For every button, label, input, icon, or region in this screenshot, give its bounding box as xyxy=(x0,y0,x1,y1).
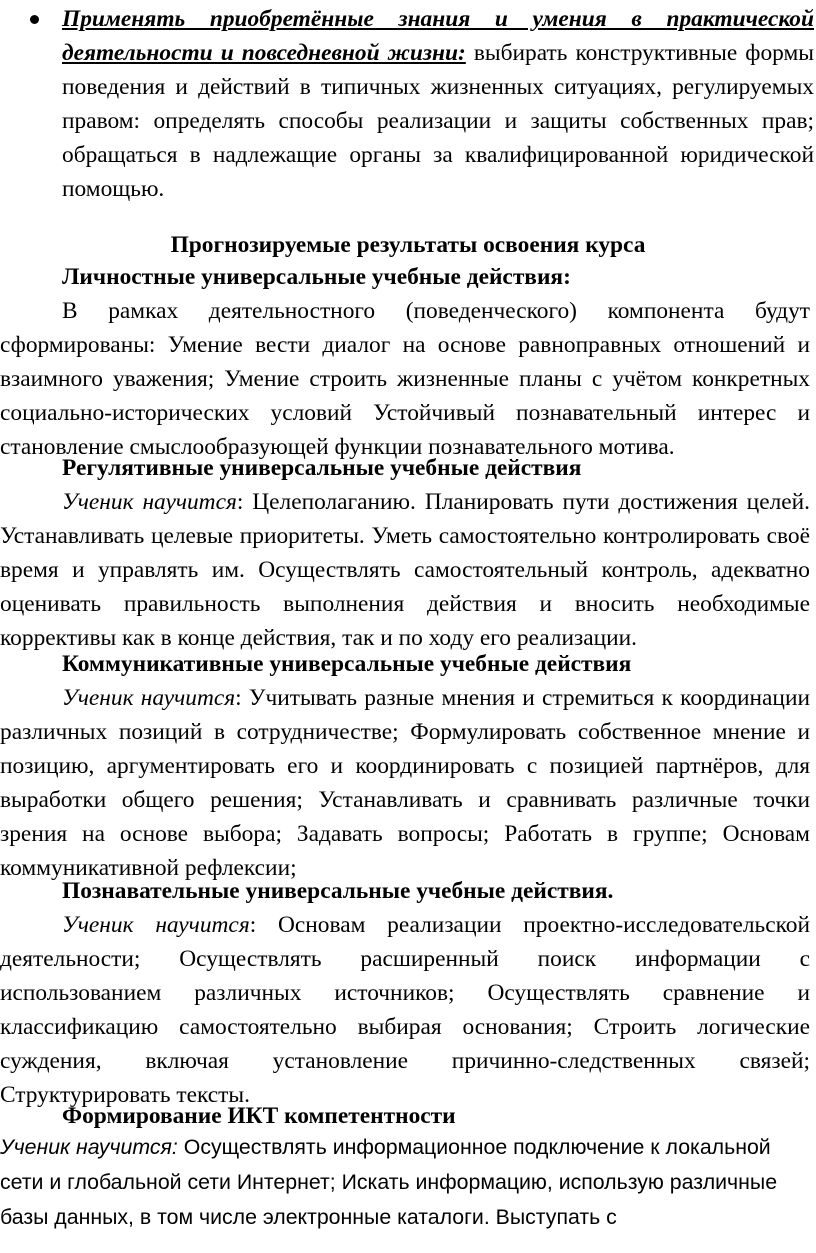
section-text-communicative xyxy=(0,681,810,885)
section-lead: Ученик научится xyxy=(62,685,236,711)
page-title: Прогнозируемые результаты освоения курса xyxy=(170,232,646,258)
section-text-ict xyxy=(0,1130,810,1235)
bullet-text: выбирать конструктивные формы поведения и действий в типичных жизненных ситуациях, регулируемых правом: определять способы реализации и защиты собственных прав; обращаться в надлежащие органы за квалифицированной юридической помощью. xyxy=(62,40,814,202)
section-heading-ict: Формирование ИКТ компетентности xyxy=(62,1103,456,1129)
section-heading-regulative: Регулятивные универсальные учебные действия xyxy=(62,455,582,481)
bullet-paragraph xyxy=(62,2,814,206)
section-text: : Целеполаганию. Планировать пути достижения целей. Устанавливать целевые приоритеты. Уметь самостоятельно контролировать своё время и управлять им. Осуществлять самостоятельный контроль, адекватно оценивать правильность выполнения действия и вносить необходимые коррективы как в конце действия, так и по ходу его реализации. xyxy=(0,489,810,651)
section-lead: Ученик научится xyxy=(62,489,237,515)
section-text-cognitive xyxy=(0,908,810,1112)
section-lead: Ученик научится: xyxy=(0,1135,178,1159)
section-text: : Основам реализации проектно-исследовательской деятельности; Осуществлять расширенный поиск информации с использованием различных источников; Осуществлять сравнение и классификацию самостоятельно выбирая основания; Строить логические суждения, включая установление причинно-следственных связей; Структурировать тексты. xyxy=(0,912,810,1108)
section-text-regulative xyxy=(0,485,810,655)
section-heading-communicative: Коммуникативные универсальные учебные действия xyxy=(62,651,632,677)
section-heading-cognitive: Познавательные универсальные учебные действия. xyxy=(62,878,614,904)
section-text: В рамках деятельностного (поведенческого) компонента будут сформированы: Умение вести диалог на основе равноправных отношений и взаимного уважения; Умение строить жизненные планы с учётом конкретных социально-исторических условий Устойчивый познавательный интерес и становление смыслообразующей функции познавательного мотива. xyxy=(0,298,810,460)
section-text-personal xyxy=(0,294,810,464)
section-text: Осуществлять информационное подключение к локальной сети и глобальной сети Интернет; Искать информацию, использую различные базы данных, в том числе электронные каталоги. Выступать с xyxy=(0,1135,778,1229)
section-heading-personal: Личностные универсальные учебные действия: xyxy=(62,264,571,290)
bullet-lead: Применять приобретённые знания и умения в практической деятельности и повседневной жизни: xyxy=(62,6,814,66)
section-text: : Учитывать разные мнения и стремиться к координации различных позиций в сотрудничестве; Формулировать собственное мнение и позицию, аргументировать его и координировать с позицией партнёров, для выработки общего решения; Устанавливать и сравнивать различные точки зрения на основе выбора; Задавать вопросы; Работать в группе; Основам коммуникативной рефлексии; xyxy=(0,685,810,881)
bullet-dot-icon xyxy=(30,15,39,24)
section-lead: Ученик научится xyxy=(62,912,250,938)
